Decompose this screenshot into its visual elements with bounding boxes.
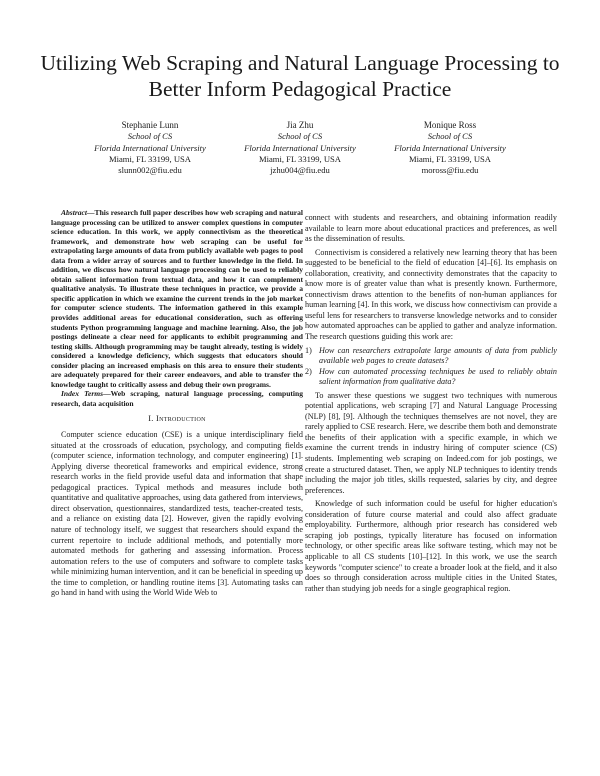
- body-paragraph-3: To answer these questions we suggest two techniques with numerous potential applications, web scraping [7] and Natural Language Processing (NLP) [8], [9]. Although the techniques themselves are not novel, they are rarely applied to CSE research. Here, we describe them both and demonstrate the benefits of their application with a specific example, in which we examine the current trends in industry hiring of computer science (CS) students. Implementing web scraping on Indeed.com for job postings, we create a structured dataset. Then, we apply NLP techniques to identity trends including the major job titles, skills requested, salaries by city, and degree preferences.: [305, 390, 558, 495]
- author-2: [225, 120, 375, 176]
- author-address: Miami, FL 33199, USA: [108, 153, 192, 164]
- index-terms-text: —Web scraping, natural language processing, computing research, data acquisition: [51, 389, 303, 408]
- author-email: jzhu004@fiu.edu: [270, 165, 330, 176]
- author-name: Jia Zhu: [286, 120, 314, 130]
- right-column: [305, 213, 557, 594]
- author-3: [375, 120, 525, 176]
- abstract-label: Abstract—: [61, 208, 95, 217]
- author-dept: School of CS: [277, 131, 323, 142]
- author-1: [75, 120, 225, 176]
- author-address: Miami, FL 33199, USA: [258, 153, 342, 164]
- question-text: How can researchers extrapolate large amounts of data from publicly available web pages to create datasets?: [319, 345, 557, 366]
- author-email: slunn002@fiu.edu: [118, 165, 182, 176]
- index-terms: [51, 389, 303, 408]
- author-name: Stephanie Lunn: [121, 120, 179, 130]
- author-dept: School of CS: [127, 131, 173, 142]
- body-paragraph-1: connect with students and researchers, and obtaining information readily available to learn more about educational practices and preferences, as well as the dissemination of results.: [305, 213, 557, 244]
- section-numeral: I.: [148, 414, 154, 424]
- author-address: Miami, FL 33199, USA: [408, 153, 492, 164]
- author-dept: School of CS: [427, 131, 473, 142]
- research-question-2: [305, 367, 557, 388]
- abstract: [51, 208, 303, 389]
- paper-title: Utilizing Web Scraping and Natural Language Processing to Better Inform Pedagogical Practice: [40, 51, 560, 101]
- author-block: [75, 120, 525, 176]
- author-name: Monique Ross: [423, 120, 477, 130]
- body-paragraph-4: Knowledge of such information could be useful for higher education's consideration of future course material and could also affect graduate employability. Furthermore, although prior research has considered web scraping job postings, typically literature has focused on information technology, or other specific areas like software testing, which may not be applicable to all CS students [10]–[12]. In this work, we use the search keywords "computer science" to create a broader look at the field, and it also does so through consideration across multiple cities in the United States, rather than studying job needs for a single geographical region.: [305, 499, 557, 593]
- section-heading-introduction: [51, 414, 303, 425]
- question-number: 2): [305, 366, 312, 376]
- body-paragraph-2: Connectivism is considered a relatively new learning theory that has been suggested to be beneficial to the field of education [4]–[6]. Its emphasis on collaboration, creativity, and connectivity demonstrates that the capacity to know more is of greater value than what is presently known. Furthermore, connectivism draws attention to the benefits of non-human appliances for human learning [4]. In this work, we discuss how connectivism can provide a useful lens for researchers to transverse knowledge networks and to consider how automated approaches can be applied to gather and analyze information. The research questions guiding this work are:: [305, 247, 557, 342]
- question-number: 1): [305, 345, 312, 355]
- left-column: [51, 208, 303, 599]
- author-affiliation: Florida International University: [244, 142, 356, 153]
- research-question-1: [305, 346, 557, 367]
- intro-paragraph: Computer science education (CSE) is a unique interdisciplinary field situated at the crossroads of education, psychology, and computing fields (computer science, information technology, and computer engineering) [1]. Applying diverse theoretical frameworks and empirical evidence, strong research works in the field provide useful data and information that shape pedagogical practices. Typical methods and measures include both quantitative and qualitative approaches, using data gathered from interviews, direct observation, questionnaires, standardized tests, teacher-created tests, and a reliance on existing data [2]. However, given the rapidly evolving nature of technology itself, we suggest that researchers should expand the current repertoire to include additional methods, and potentially more automated methods for gathering and assessing information. Process automation refers to the use of computers and software to complete tasks while minimizing human intervention, and it can be beneficial in speeding up the time to completion, or handling routine items [3]. Automating tasks can go hand in hand with using the World Wide Web to: [51, 430, 303, 598]
- author-affiliation: Florida International University: [94, 142, 206, 153]
- author-email: moross@fiu.edu: [421, 165, 479, 176]
- research-questions: [305, 346, 557, 388]
- section-title: Introduction: [156, 414, 206, 424]
- author-affiliation: Florida International University: [394, 142, 506, 153]
- abstract-text: This research full paper describes how web scraping and natural language processing can be utilized to answer complex questions in computer science education. In this work, we apply connectivism as the theoretical framework, and demonstrate how web scraping can be useful for extrapolating large amounts of data from publicly available web pages to pool data from a wider array of sources and to further knowledge in the field. In addition, we discuss how natural language processing can be used to reliably obtain salient information from textual data, and how it can complement qualitative analysis. To illustrate these techniques in practice, we provide a specific application in which we examine the current trends in the job market for computer science students. The information gathered in this example provides additional areas for educational consideration, such as offering students Python programming language and machine learning. Also, the job postings delineate a clear need for applicants to exhibit programming and testing skills. Although programming may be taught already, testing is widely considered a knowledge deficiency, which suggests that educators should consider placing an increased emphasis on this area to ensure their students are adequately prepared for their career endeavors, and able to transfer the knowledge taught to critically assess and debug their own programs.: [51, 208, 303, 389]
- index-terms-label: Index Terms: [61, 389, 104, 399]
- question-text: How can automated processing techniques be used to reliably obtain salient information from qualitative data?: [319, 366, 557, 387]
